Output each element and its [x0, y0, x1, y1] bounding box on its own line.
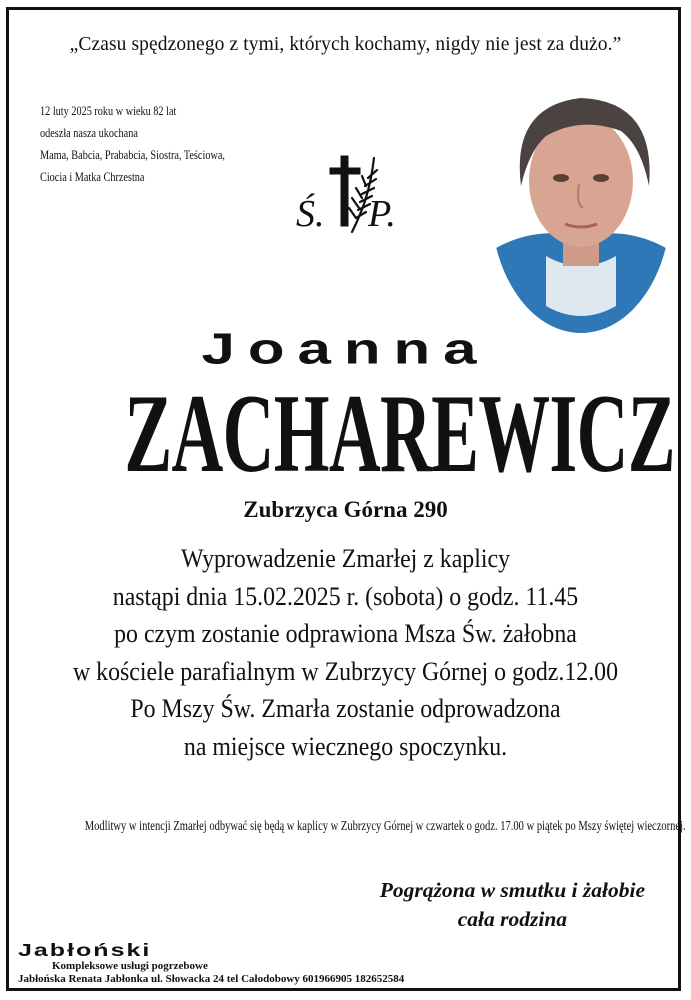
- details-line: w kościele parafialnym w Zubrzycy Górnej o godz.12.00: [72, 655, 619, 686]
- deceased-last-name: ZACHAREWICZ: [124, 372, 675, 496]
- funeral-home-name: Jabłoński: [18, 940, 152, 961]
- mourners-signature: [380, 876, 645, 934]
- funeral-home-footer: [18, 940, 405, 985]
- details-line: na miejsce wiecznego spoczynku.: [183, 730, 508, 761]
- funeral-home-services: Kompleksowe usługi pogrzebowe: [52, 960, 208, 972]
- residence-address: Zubrzyca Górna 290: [243, 497, 448, 522]
- intro-text: [40, 100, 225, 188]
- prayers-text: Modlitwy w intencji Zmarłej odbywać się będą w kaplicy w Zubrzycy Górnej w czwartek o godz. 17.00 w piątek po Mszy świętej wieczornej.: [84, 818, 686, 833]
- deceased-first-name: Joanna: [201, 324, 490, 373]
- prayers-notice: [0, 818, 691, 834]
- details-line: Po Mszy Św. Zmarła zostanie odprowadzona: [130, 693, 561, 723]
- funeral-home-address: Jabłońska Renata Jabłonka ul. Słowacka 24 tel Całodobowy 601966905 182652584: [18, 973, 405, 985]
- cross-with-palm-icon: [294, 152, 404, 242]
- intro-line: odeszła nasza ukochana: [40, 126, 138, 140]
- deceased-portrait: [491, 76, 671, 333]
- memorial-quote: „Czasu spędzonego z tymi, których kochamy, nigdy nie jest za dużo.”: [69, 34, 622, 55]
- mourners-line: Pogrążona w smutku i żałobie: [379, 878, 645, 902]
- details-line: Wyprowadzenie Zmarłej z kaplicy: [180, 543, 511, 573]
- details-line: nastąpi dnia 15.02.2025 r. (sobota) o godz. 11.45: [112, 580, 579, 611]
- intro-line: 12 luty 2025 roku w wieku 82 lat: [40, 104, 177, 118]
- intro-line: Mama, Babcia, Prababcia, Siostra, Teściowa,: [40, 148, 225, 162]
- intro-line: Ciocia i Matka Chrzestna: [40, 170, 145, 184]
- mourners-line: cała rodzina: [457, 907, 568, 931]
- details-line: po czym zostanie odprawiona Msza Św. żałobna: [114, 618, 577, 648]
- symbol-left-text: Ś.: [296, 193, 325, 235]
- funeral-details: [0, 540, 691, 765]
- symbol-right-text: P.: [368, 193, 396, 235]
